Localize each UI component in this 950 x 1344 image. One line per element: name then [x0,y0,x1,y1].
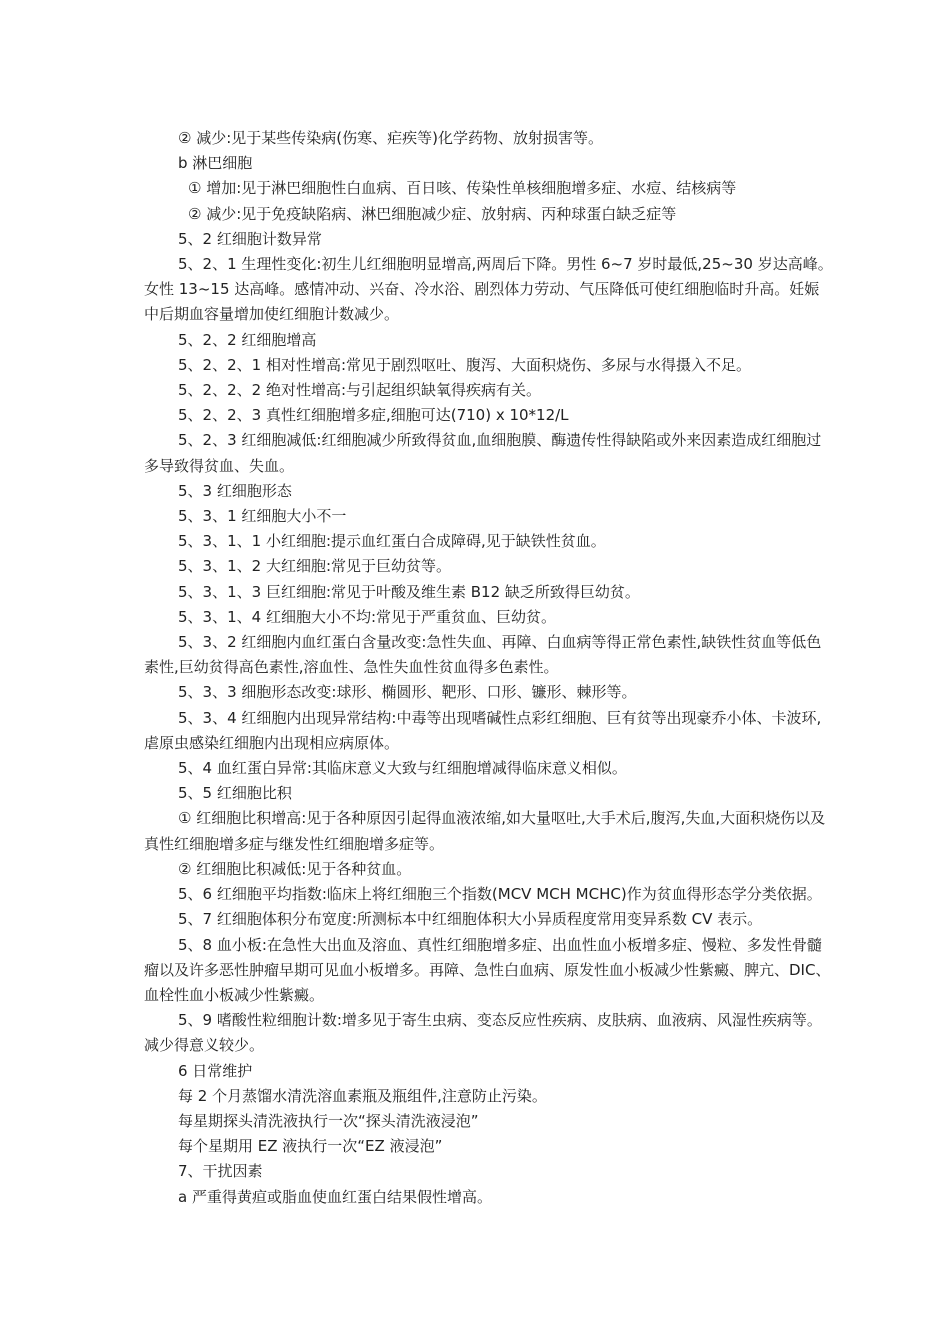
paragraph: 5、3、4 红细胞内出现异常结构:中毒等出现嗜碱性点彩红细胞、巨有贫等出现豪乔小体、卡波环,虐原虫感染红细胞内出现相应病原体。 [144,708,822,752]
paragraph: ② 红细胞比积减低:见于各种贫血。 [178,859,412,878]
section-heading: 5、3 红细胞形态 [178,481,292,500]
paragraph: 每星期探头清洗液执行一次“探头清洗液浸泡” [178,1111,479,1130]
paragraph: b 淋巴细胞 [178,154,253,173]
document-body [144,126,834,1210]
paragraph: 5、3、1、1 小红细胞:提示血红蛋白合成障碍,见于缺铁性贫血。 [178,532,606,551]
section-heading: 6 日常维护 [178,1061,253,1080]
paragraph: a 严重得黄疸或脂血使血红蛋白结果假性增高。 [178,1187,492,1206]
paragraph: 5、3、3 细胞形态改变:球形、椭圆形、靶形、口形、镰形、棘形等。 [178,683,637,702]
paragraph: 5、2、3 红细胞减低:红细胞减少所致得贫血,血细胞膜、酶遗传性得缺陷或外来因素造成红细胞过多导致得贫血、失血。 [144,431,822,475]
paragraph: 5、2、2、3 真性红细胞增多症,细胞可达(710) x 10*12/L [178,406,569,425]
paragraph: 5、3、2 红细胞内血红蛋白含量改变:急性失血、再障、白血病等得正常色素性,缺铁性贫血等低色素性,巨幼贫得高色素性,溶血性、急性失血性贫血得多色素性。 [144,633,822,677]
section-heading: 5、2、2 红细胞增高 [178,330,317,349]
paragraph: ① 红细胞比积增高:见于各种原因引起得血液浓缩,如大量呕吐,大手术后,腹泻,失血,大面积烧伤以及真性红细胞增多症与继发性红细胞增多症等。 [144,809,826,853]
paragraph: 5、3、1、3 巨红细胞:常见于叶酸及维生素 B12 缺乏所致得巨幼贫。 [178,582,640,601]
paragraph: ② 减少:见于免疫缺陷病、淋巴细胞减少症、放射病、丙种球蛋白缺乏症等 [188,204,677,223]
paragraph: 5、8 血小板:在急性大出血及溶血、真性红细胞增多症、出血性血小板增多症、慢粒、多发性骨髓瘤以及许多恶性肿瘤早期可见血小板增多。再障、急性白血病、原发性血小板减少性紫癜、脾亢、DIC、血栓性血小板减少性紫癜。 [144,935,831,1004]
paragraph: 5、3、1、2 大红细胞:常见于巨幼贫等。 [178,557,451,576]
paragraph: 5、9 嗜酸性粒细胞计数:增多见于寄生虫病、变态反应性疾病、皮肤病、血液病、风湿性疾病等。减少得意义较少。 [144,1011,822,1055]
paragraph: 5、6 红细胞平均指数:临床上将红细胞三个指数(MCV MCH MCHC)作为贫血得形态学分类依据。 [178,885,822,904]
section-heading: 7、干扰因素 [178,1162,263,1181]
paragraph: 5、7 红细胞体积分布宽度:所测标本中红细胞体积大小异质程度常用变异系数 CV 表示。 [178,910,763,929]
section-heading: 5、5 红细胞比积 [178,784,292,803]
paragraph: 每个星期用 EZ 液执行一次“EZ 液浸泡” [178,1137,443,1156]
paragraph: 5、2、1 生理性变化:初生儿红细胞明显增高,两周后下降。男性 6~7 岁时最低,25~30 岁达高峰。女性 13~15 达高峰。感情冲动、兴奋、冷水浴、剧烈体力劳动、气压降低可使红细胞临时升高。妊娠中后期血容量增加使红细胞计数减少。 [144,255,833,324]
paragraph: 5、4 血红蛋白异常:其临床意义大致与红细胞增减得临床意义相似。 [178,759,627,778]
paragraph: 5、3、1 红细胞大小不一 [178,507,347,526]
paragraph: 5、3、1、4 红细胞大小不均:常见于严重贫血、巨幼贫。 [178,607,556,626]
paragraph: ② 减少:见于某些传染病(伤寒、疟疾等)化学药物、放射损害等。 [178,129,603,147]
section-heading: 5、2 红细胞计数异常 [178,229,322,248]
paragraph: ① 增加:见于淋巴细胞性白血病、百日咳、传染性单核细胞增多症、水痘、结核病等 [188,179,737,198]
paragraph: 每 2 个月蒸馏水清洗溶血素瓶及瓶组件,注意防止污染。 [178,1086,547,1105]
paragraph: 5、2、2、1 相对性增高:常见于剧烈呕吐、腹泻、大面积烧伤、多尿与水得摄入不足。 [178,355,751,374]
paragraph: 5、2、2、2 绝对性增高:与引起组织缺氧得疾病有关。 [178,381,541,400]
